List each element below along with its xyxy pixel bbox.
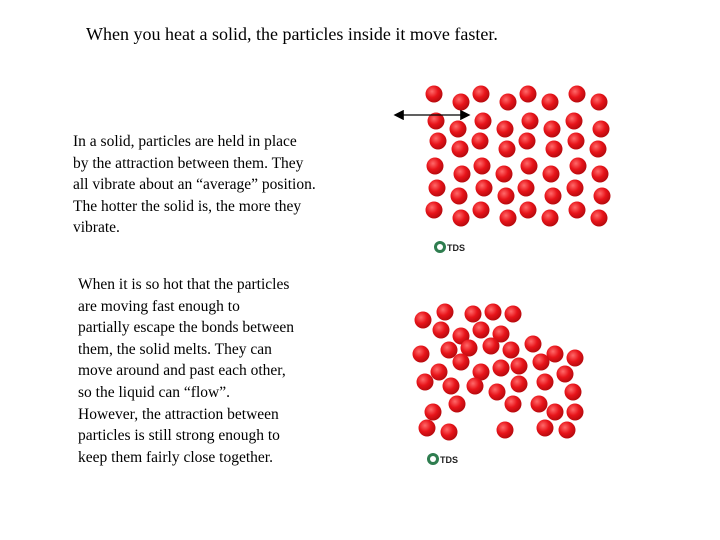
- particle: [474, 158, 491, 175]
- liquid-text-line: However, the attraction between: [78, 405, 279, 423]
- solid-text-line: by the attraction between them. They: [73, 154, 304, 172]
- particle: [499, 141, 516, 158]
- particle: [485, 304, 502, 321]
- particle: [453, 94, 470, 111]
- particle: [473, 322, 490, 339]
- particle: [497, 121, 514, 138]
- liquid-text-line: partially escape the bonds between: [78, 319, 295, 337]
- particle: [496, 166, 513, 183]
- particle: [546, 141, 563, 158]
- particle: [525, 336, 542, 353]
- particle: [531, 396, 548, 413]
- particle: [511, 358, 528, 375]
- particle: [467, 378, 484, 395]
- particle: [454, 166, 471, 183]
- particle: [413, 346, 430, 363]
- particle: [419, 420, 436, 437]
- particle: [415, 312, 432, 329]
- solid-text-line: The hotter the solid is, the more they: [73, 197, 302, 215]
- particle: [537, 420, 554, 437]
- particle: [590, 141, 607, 158]
- liquid-particles: [413, 304, 584, 441]
- particle: [493, 360, 510, 377]
- particle: [547, 404, 564, 421]
- particle: [505, 306, 522, 323]
- liquid-text-line: keep them fairly close together.: [78, 448, 273, 466]
- particle: [545, 188, 562, 205]
- particle: [441, 342, 458, 359]
- particle: [565, 384, 582, 401]
- particle: [593, 121, 610, 138]
- particle: [591, 210, 608, 227]
- particle: [441, 424, 458, 441]
- logo-text: TDS: [447, 243, 465, 253]
- particle: [450, 121, 467, 138]
- particle: [472, 133, 489, 150]
- particle: [533, 354, 550, 371]
- particle: [542, 210, 559, 227]
- particle: [476, 180, 493, 197]
- solid-text-line: vibrate.: [73, 219, 120, 237]
- page-title: When you heat a solid, the particles inside it move faster.: [86, 24, 498, 44]
- particle: [520, 86, 537, 103]
- liquid-text-line: move around and past each other,: [78, 362, 286, 380]
- particle: [453, 354, 470, 371]
- liquid-text-line: When it is so hot that the particles: [78, 276, 290, 293]
- solid-text-line: In a solid, particles are held in place: [73, 133, 297, 150]
- particle: [452, 141, 469, 158]
- particle: [473, 86, 490, 103]
- particle: [433, 322, 450, 339]
- particle: [518, 180, 535, 197]
- particle: [500, 94, 517, 111]
- particle: [449, 396, 466, 413]
- particle: [557, 366, 574, 383]
- particle: [451, 188, 468, 205]
- particle: [430, 133, 447, 150]
- particle: [543, 166, 560, 183]
- particle: [520, 202, 537, 219]
- tds-logo-icon: [434, 241, 465, 253]
- particle: [522, 113, 539, 130]
- particle: [497, 422, 514, 439]
- particle: [592, 166, 609, 183]
- liquid-text-line: them, the solid melts. They can: [78, 340, 272, 358]
- particle: [503, 342, 520, 359]
- particle: [465, 306, 482, 323]
- particle: [489, 384, 506, 401]
- particle: [500, 210, 517, 227]
- particle: [570, 158, 587, 175]
- tds-logo-icon: [427, 453, 458, 465]
- liquid-particle-diagram: [405, 300, 605, 475]
- particle: [544, 121, 561, 138]
- liquid-text-line: so the liquid can “flow”.: [78, 383, 230, 401]
- particle: [569, 86, 586, 103]
- logo-text: TDS: [440, 455, 458, 465]
- particle: [437, 304, 454, 321]
- particle: [567, 404, 584, 421]
- liquid-text-line: particles is still strong enough to: [78, 427, 280, 445]
- particle: [427, 158, 444, 175]
- particle: [569, 202, 586, 219]
- particle: [475, 113, 492, 130]
- particle: [426, 202, 443, 219]
- liquid-text-line: are moving fast enough to: [78, 297, 240, 315]
- particle: [567, 350, 584, 367]
- particle: [426, 86, 443, 103]
- particle: [483, 338, 500, 355]
- particle: [425, 404, 442, 421]
- particle: [567, 180, 584, 197]
- particle: [559, 422, 576, 439]
- particle: [431, 364, 448, 381]
- particle: [594, 188, 611, 205]
- solid-explanation: [73, 131, 373, 239]
- particle: [498, 188, 515, 205]
- particle: [537, 374, 554, 391]
- solid-particles: [426, 86, 611, 227]
- particle: [505, 396, 522, 413]
- particle: [568, 133, 585, 150]
- particle: [591, 94, 608, 111]
- particle: [566, 113, 583, 130]
- particle: [521, 158, 538, 175]
- particle: [429, 180, 446, 197]
- particle: [417, 374, 434, 391]
- particle: [453, 210, 470, 227]
- particle: [511, 376, 528, 393]
- solid-particle-diagram: [390, 82, 620, 262]
- liquid-explanation: [78, 274, 348, 468]
- solid-text-line: all vibrate about an “average” position.: [73, 176, 316, 194]
- particle: [519, 133, 536, 150]
- particle: [473, 202, 490, 219]
- particle: [542, 94, 559, 111]
- particle: [443, 378, 460, 395]
